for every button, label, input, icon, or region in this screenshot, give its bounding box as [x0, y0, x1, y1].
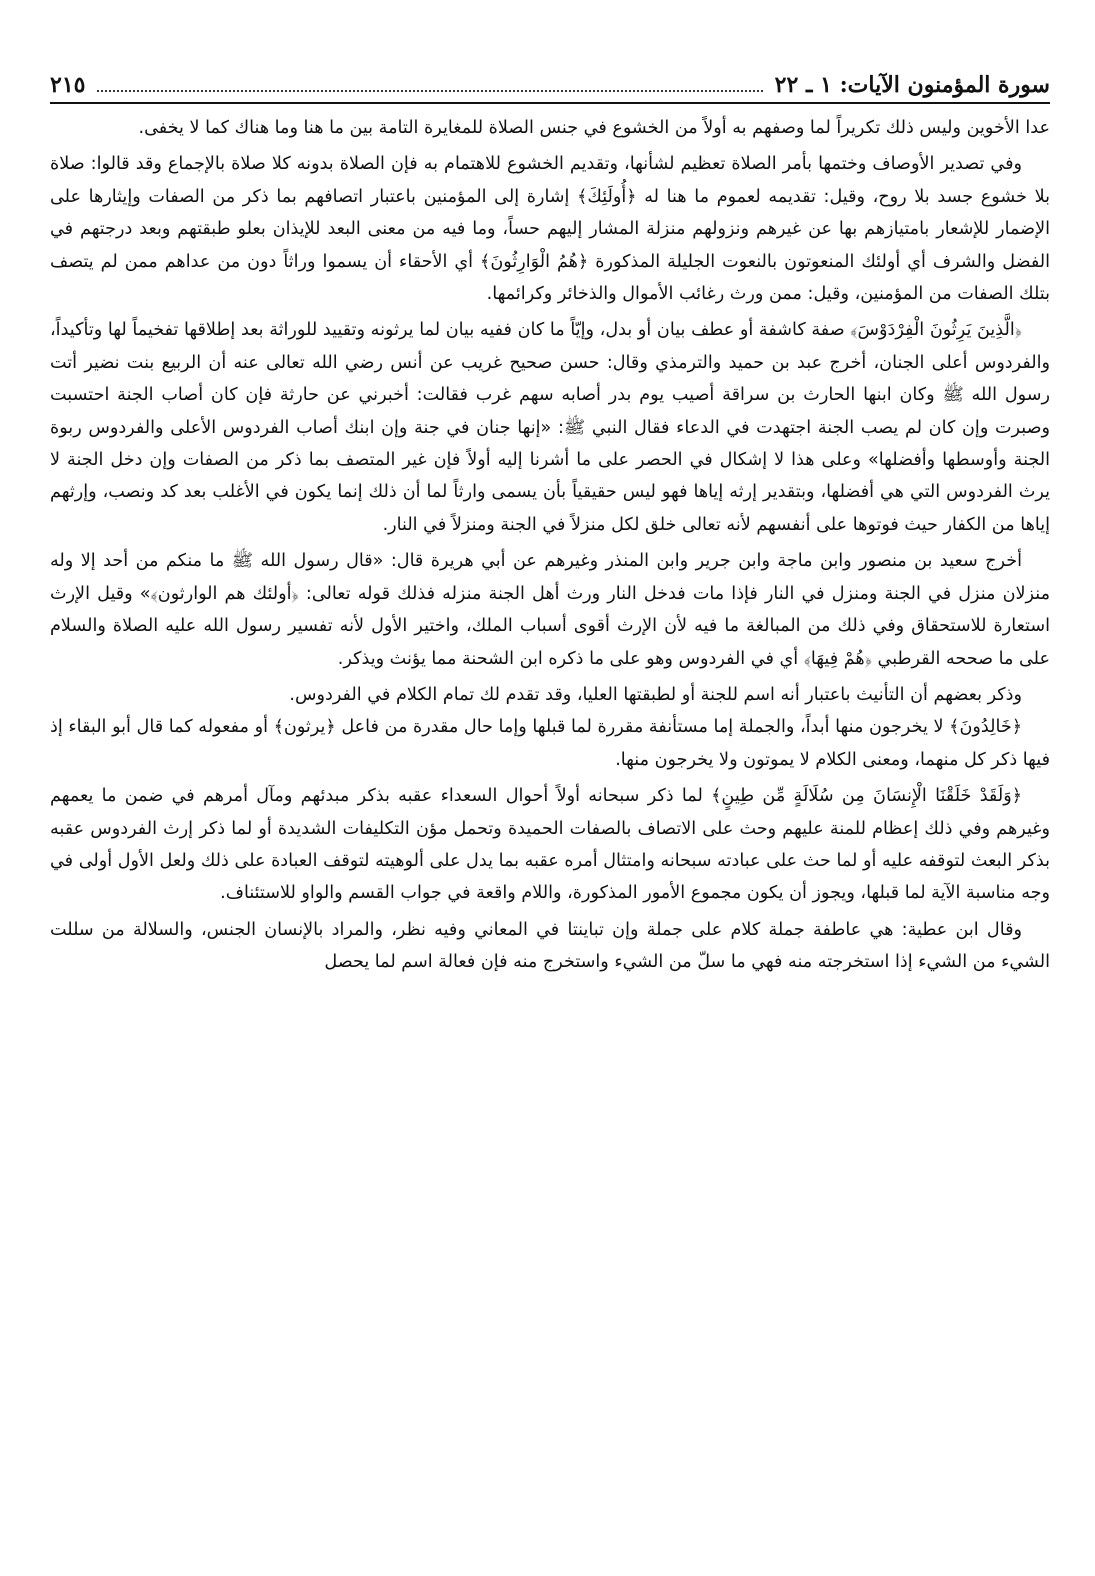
running-header [50, 58, 1050, 104]
paragraph: وفي تصدير الأوصاف وختمها بأمر الصلاة تعظيم لشأنها، وتقديم الخشوع للاهتمام به فإن الصلاة بدونه كلا صلاة بالإجماع وقد قالوا: صلاة بلا خشوع جسد بلا روح، وقيل: تقديمه لعموم ما هنا له ﴿أُولَئِكَ﴾ إشارة إلى المؤمنين باعتبار اتصافهم بما ذكر من الصفات وإيثارها على الإضمار للإشعار بامتيازهم بها عن غيرهم ونزولهم منزلة المشار إليهم حساً، وما فيه من معنى البعد للإيذان بعلو طبقتهم وبعد درجتهم في الفضل والشرف أي أولئك المنعوتون بالنعوت الجليلة المذكورة ﴿هُمُ الْوَارِثُونَ﴾ أي الأحقاء أن يسموا وراثاً دون من عداهم ممن لم يتصف بتلك الصفات من المؤمنين، وقيل: ممن ورث رغائب الأموال والذخائر وكرائمها. [50, 154, 1050, 305]
book-page [50, 58, 1050, 1558]
leader-dots [97, 89, 762, 92]
paragraph: ﴿وَلَقَدْ خَلَقْنَا الْإِنسَانَ مِن سُلَالَةٍ مِّن طِينٍ﴾ لما ذكر سبحانه أولاً أحوال السعداء عقبه بذكر مبدئهم ومآل أمرهم في ضمن ما يعمهم وغيرهم وفي ذلك إعظام للمنة عليهم وحث على الاتصاف بالصفات الحميدة وتحمل مؤن التكليفات الشديدة أو لما ذكر إرث الفردوس عقبه بذكر البعث لتوقفه عليه أو لما حث على عبادته سبحانه وامتثال أمره عقبه بما يدل على ألوهيته لتوقف العبادة على ذلك ولعل الأول أولى في وجه مناسبة الآية لما قبلها، ويجوز أن يكون مجموع الأمور المذكورة، واللام واقعة في جواب القسم والواو للاستئناف. [50, 786, 1050, 904]
main-text [50, 112, 1050, 979]
paragraph: عدا الأخوين وليس ذلك تكريراً لما وصفهم به أولاً من الخشوع في جنس الصلاة للمغايرة التامة بين ما هنا وما هناك كما لا يخفى. [138, 118, 1050, 138]
paragraph: أخرج سعيد بن منصور وابن ماجة وابن جرير وابن المنذر وغيرهم عن أبي هريرة قال: «قال رسول الله ﷺ ما منكم من أحد إلا وله منزلان منزل في الجنة ومنزل في النار فإذا مات فدخل النار ورث أهل الجنة منزله فذلك قوله تعالى: ﴿أولئك هم الوارثون﴾» وقيل الإرث استعارة للاستحقاق وفي ذلك من المبالغة ما فيه لأن الإرث أقوى أسباب الملك، واختير الأول لأنه تفسير رسول الله عليه الصلاة والسلام على ما صححه القرطبي ﴿هُمْ فِيهَا﴾ أي في الفردوس وهو على ما ذكره ابن الشحنة مما يؤنث ويذكر. [50, 551, 1050, 669]
paragraph: وقال ابن عطية: هي عاطفة جملة كلام على جملة وإن تباينتا في المعاني وفيه نظر، والمراد بالإنسان الجنس، والسلالة من سللت الشيء من الشيء إذا استخرجته منه فهي ما سلّ من الشيء واستخرج منه فإن فعالة اسم لما يحصل [50, 919, 1050, 973]
paragraph: وذكر بعضهم أن التأنيث باعتبار أنه اسم للجنة أو لطبقتها العليا، وقد تقدم لك تمام الكلام في الفردوس. [289, 684, 1022, 705]
paragraph: ﴿خَالِدُونَ﴾ لا يخرجون منها أبداً، والجملة إما مستأنفة مقررة لما قبلها وإما حال مقدرة من فاعل ﴿يرثون﴾ أو مفعوله كما قال أبو البقاء إذ فيها ذكر كل منهما، ومعنى الكلام لا يموتون ولا يخرجون منها. [50, 717, 1050, 770]
page-number: ٢١٥ [50, 72, 86, 98]
surah-title: سورة المؤمنون الآيات: ١ ـ ٢٢ [774, 72, 1050, 98]
paragraph: ﴿الَّذِينَ يَرِثُونَ الْفِرْدَوْسَ﴾ صفة كاشفة أو عطف بيان أو بدل، وإيّاً ما كان ففيه بيان لما يرثونه وتقييد للوراثة بعد إطلاقها تفخيماً لها وتأكيداً، والفردوس أعلى الجنان، أخرج عبد بن حميد والترمذي وقال: حسن صحيح غريب عن أنس رضي الله تعالى عنه أن الربيع بنت نضير أتت رسول الله ﷺ وكان ابنها الحارث بن سراقة أصيب يوم بدر أصابه سهم غرب فقالت: أخبرني عن حارثة فإن كان أصاب الجنة احتسبت وصبرت وإن كان لم يصب الجنة اجتهدت في الدعاء فقال النبي ﷺ: «إنها جنان في جنة وإن ابنك أصاب الفردوس الأعلى والفردوس ربوة الجنة وأوسطها وأفضلها» وعلى هذا لا إشكال في الحصر على ما أشرنا إليه أولاً فإن غير المتصف بما ذكر من الصفات وإن دخل الجنة لا يرث الفردوس التي هي أفضلها، وبتقدير إرثه إياها فهو ليس حقيقياً بأن يسمى وارثاً لما أن ذلك إنما يكون في الأغلب بعد كد ونصب، وإرثهم إياها من الكفار حيث فوتوها على أنفسهم لأنه تعالى خلق لكل منزلاً في الجنة ومنزلاً في النار. [50, 320, 1050, 535]
